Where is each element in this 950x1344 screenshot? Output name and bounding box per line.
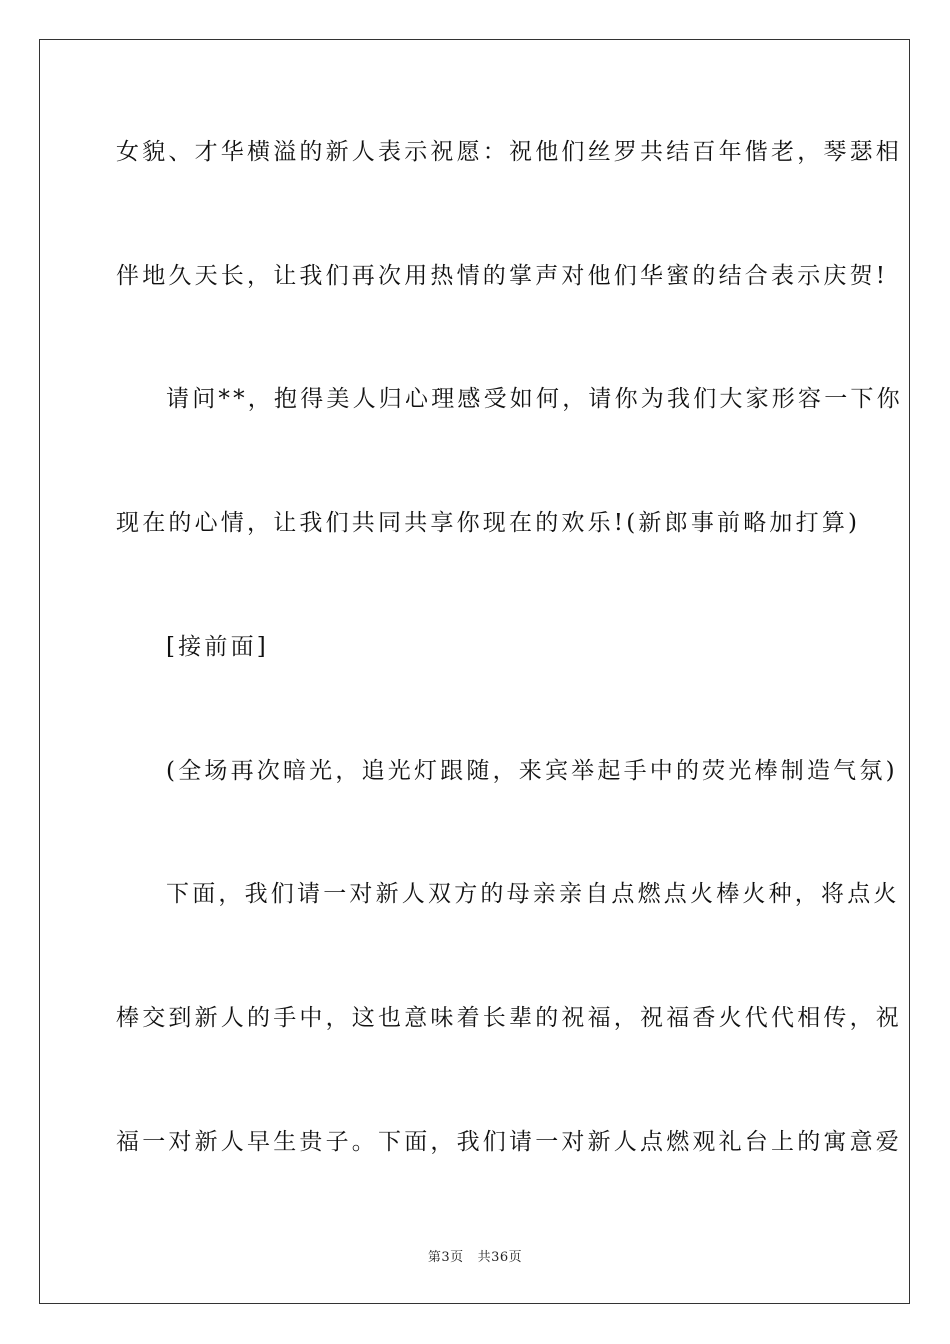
text-line-2: 伴地久天长，让我们再次用热情的掌声对他们华蜜的结合表示庆贺! bbox=[116, 263, 889, 289]
text-line-7: 下面，我们请一对新人双方的母亲亲自点燃点火棒火种，将点火 bbox=[166, 881, 900, 907]
text-line-6: (全场再次暗光，追光灯跟随，来宾举起手中的荧光棒制造气氛) bbox=[166, 758, 898, 784]
text-line-3: 请问**，抱得美人归心理感受如何，请你为我们大家形容一下你 bbox=[166, 386, 903, 412]
text-line-5: [接前面] bbox=[166, 634, 269, 660]
text-line-4: 现在的心情，让我们共同共享你现在的欢乐!(新郎事前略加打算) bbox=[116, 510, 861, 536]
page-frame bbox=[39, 39, 910, 1304]
page-total: 共36页 bbox=[477, 1250, 523, 1265]
page-footer bbox=[0, 1246, 950, 1265]
page-number: 第3页 bbox=[427, 1250, 464, 1265]
text-line-1: 女貌、才华横溢的新人表示祝愿：祝他们丝罗共结百年偕老，琴瑟相 bbox=[116, 139, 902, 165]
text-line-8: 棒交到新人的手中，这也意味着长辈的祝福，祝福香火代代相传，祝 bbox=[116, 1005, 902, 1031]
text-line-9: 福一对新人早生贵子。下面，我们请一对新人点燃观礼台上的寓意爱 bbox=[116, 1129, 902, 1155]
